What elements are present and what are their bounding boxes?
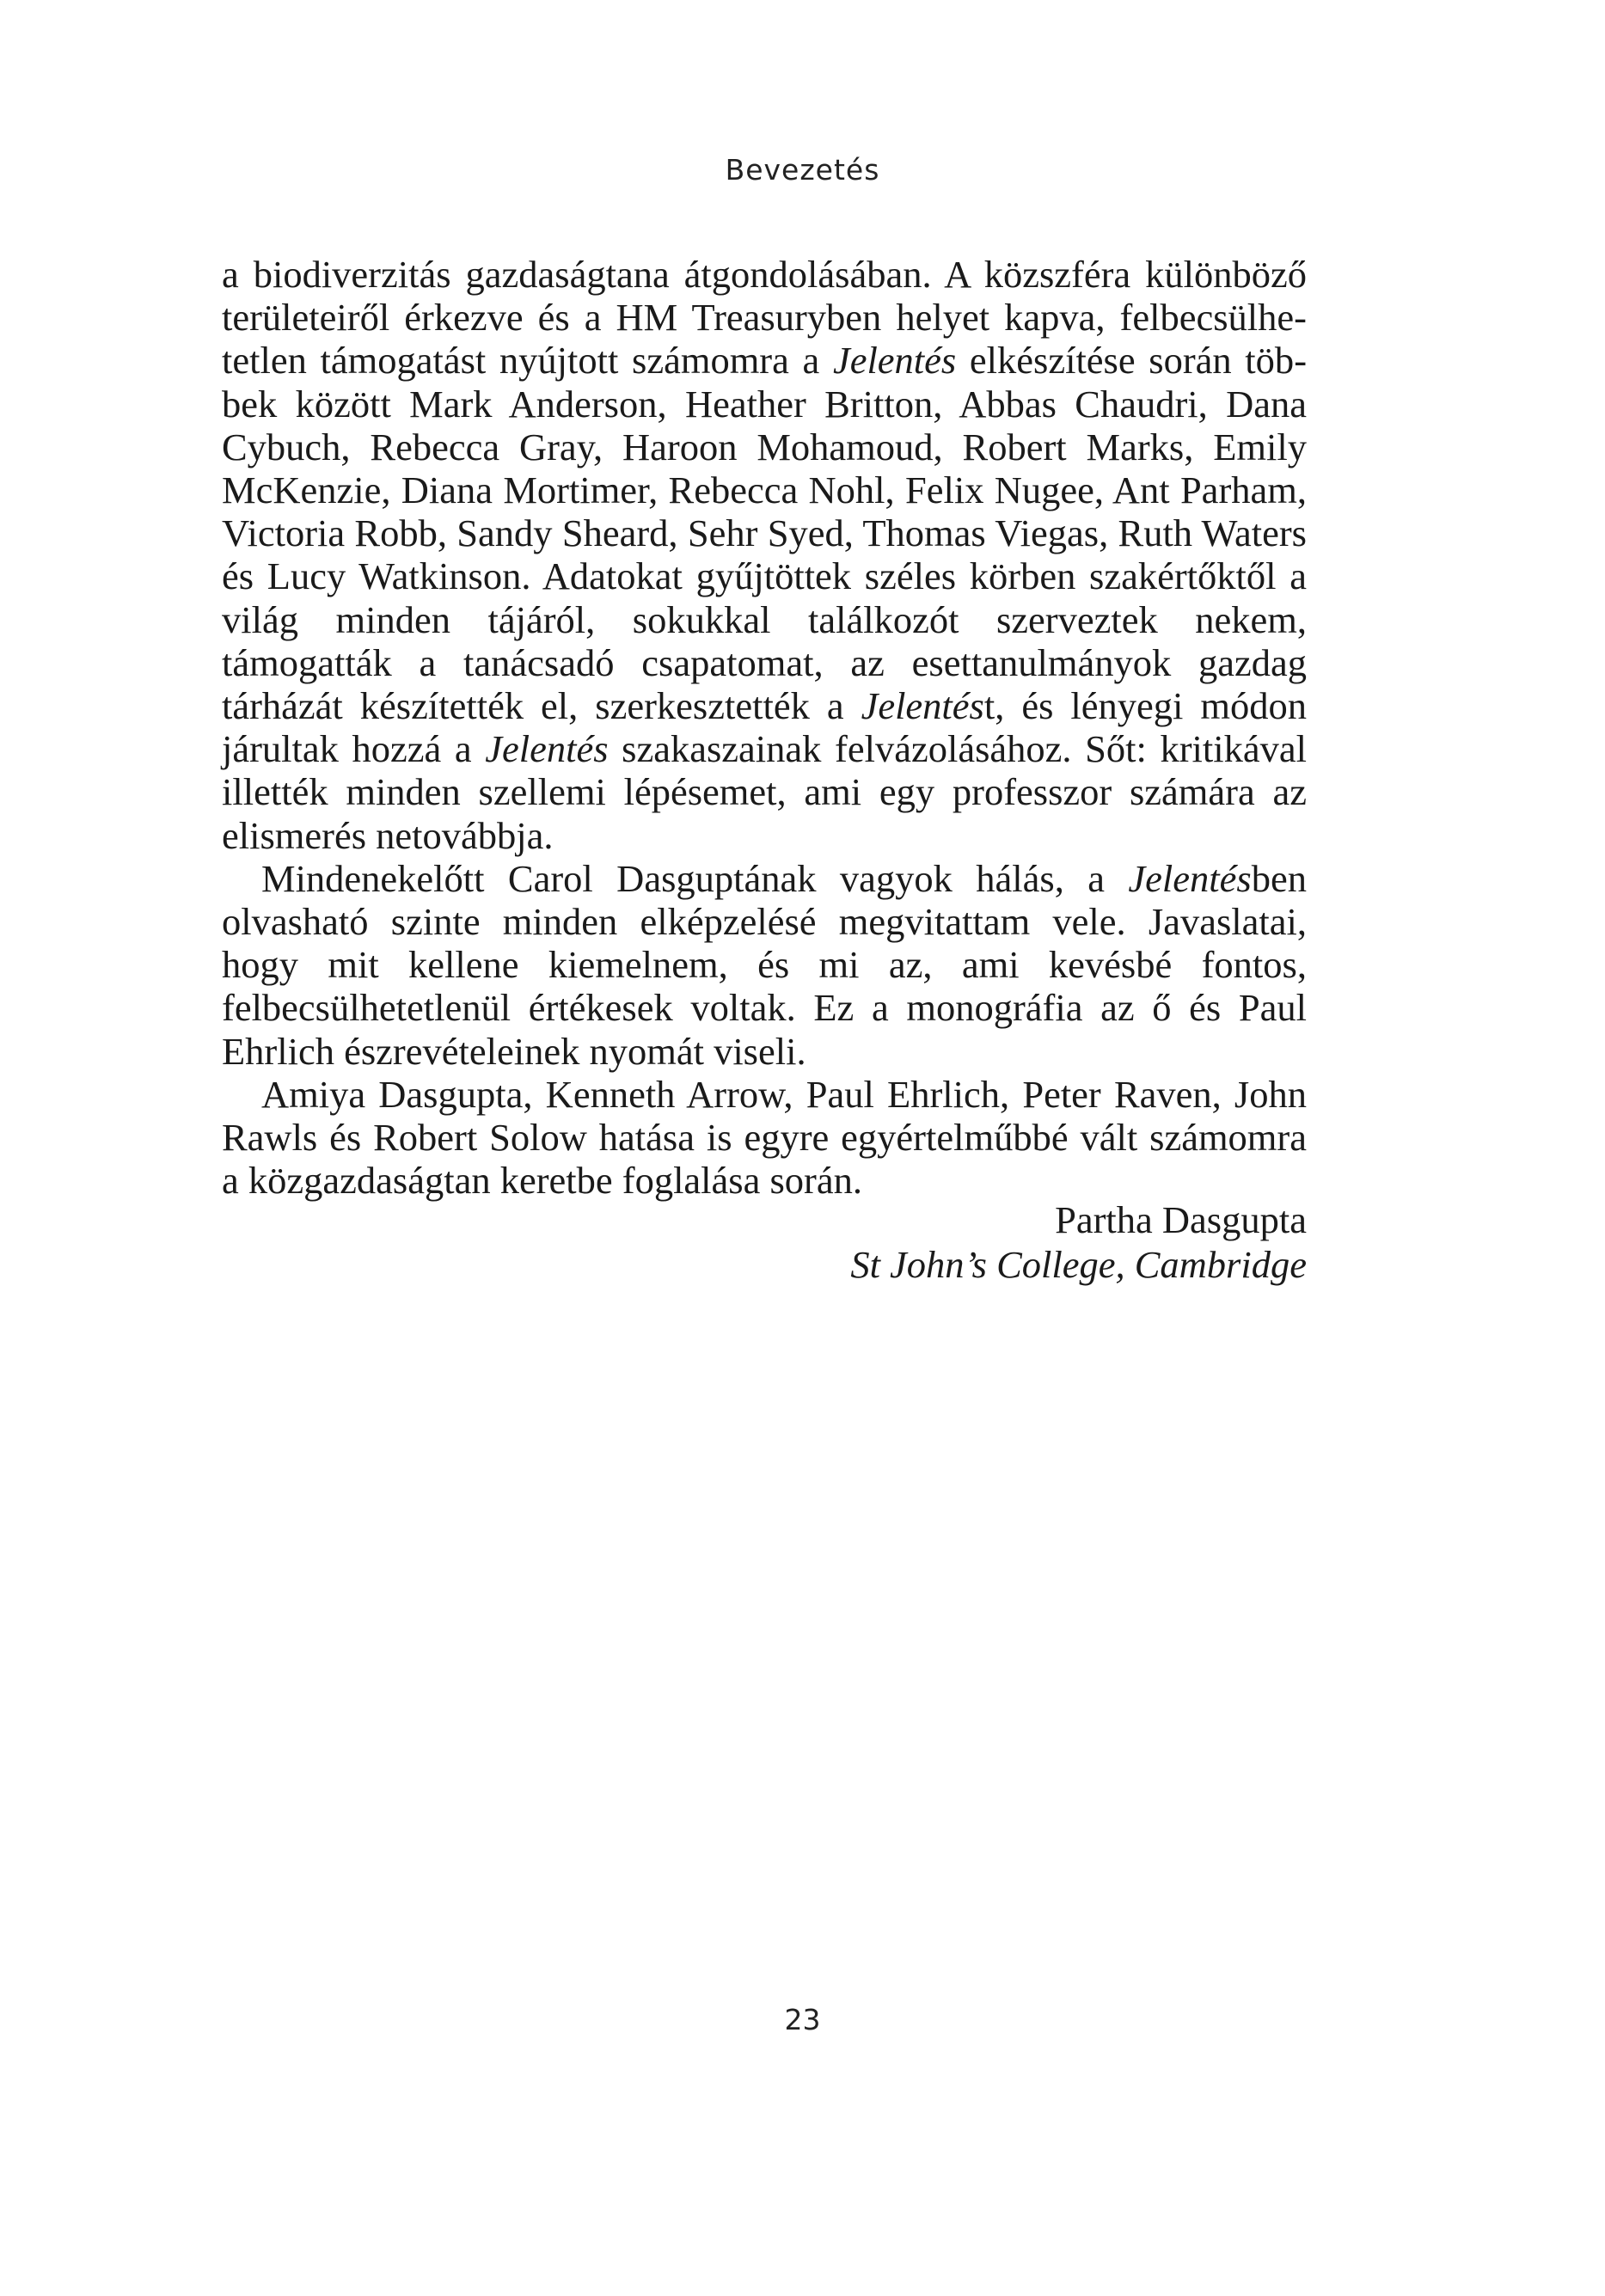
author-name: Partha Dasgupta <box>1055 1198 1307 1241</box>
page-number: 23 <box>784 2003 821 2036</box>
paragraph-2-text-1: Mindenekelőtt Carol Dasguptának vagyok hálás, a <box>261 856 1129 900</box>
report-title-italic: Jelentés <box>861 684 984 728</box>
paragraph-1-text-3: t, és lényegi módon járultak hozzá a <box>222 684 1307 771</box>
paragraph-2 <box>222 857 1307 1073</box>
report-title-italic: Jelentés <box>1128 856 1252 900</box>
signature-block <box>222 1197 1307 1287</box>
paragraph-1-text-4: szakaszainak felvázolásához. Sőt: kritikával illették minden szellemi lépésemet, ami egy professzor számára az elismerés netovábbja. <box>222 727 1307 857</box>
author-affiliation: St John’s College, Cambridge <box>850 1243 1307 1286</box>
running-header: Bevezetés <box>725 153 880 187</box>
report-title-italic: Jelentés <box>485 727 609 771</box>
paragraph-3: Amiya Dasgupta, Kenneth Arrow, Paul Ehrlich, Peter Raven, John Rawls és Robert Solow hatása is egyre egyértelműbbé vált számomra a közgazdaságtan keretbe foglalása során. <box>222 1072 1307 1203</box>
paragraph-1-text-2: elkészítése során többek között Mark Anderson, Heather Britton, Abbas Chaudri, Dana Cybuch, Rebecca Gray, Haroon Mohamoud, Robert Marks, Emily McKenzie, Diana Mortimer, Rebecca Nohl, Felix Nugee, Ant Parham, Victoria Robb, Sandy Sheard, Sehr Syed, Thomas Viegas, Ruth Waters és Lucy Watkinson. Adatokat gyűjtöttek széles körben szakértőktől a világ minden tájáról, sokukkal találkozót szerveztek nekem, támogatták a tanácsadó csapatomat, az esettanulmányok gazdag tárházát készítették el, szerkesztették a <box>222 339 1308 728</box>
paragraph-2-text-2: ben olvasható szinte minden elképzelésé megvitattam vele. Javaslatai, hogy mit kellene kiemelnem, és mi az, ami kevésbé fontos, felbecsülhetetlenül értékesek voltak. Ez a monográfia az ő és Paul Ehrlich észrevételeinek nyomát viseli. <box>222 856 1307 1073</box>
paragraph-1-text-1: a biodiverzitás gazdaságtana átgondolásában. A közszféra különböző területeiről érkezve és a HM Treasuryben helyet kapva, felbecsülhetetlen támogatást nyújtott számomra a <box>222 253 1307 383</box>
body-text <box>222 253 1307 1202</box>
report-title-italic: Jelentés <box>832 339 957 383</box>
paragraph-1 <box>222 253 1307 857</box>
